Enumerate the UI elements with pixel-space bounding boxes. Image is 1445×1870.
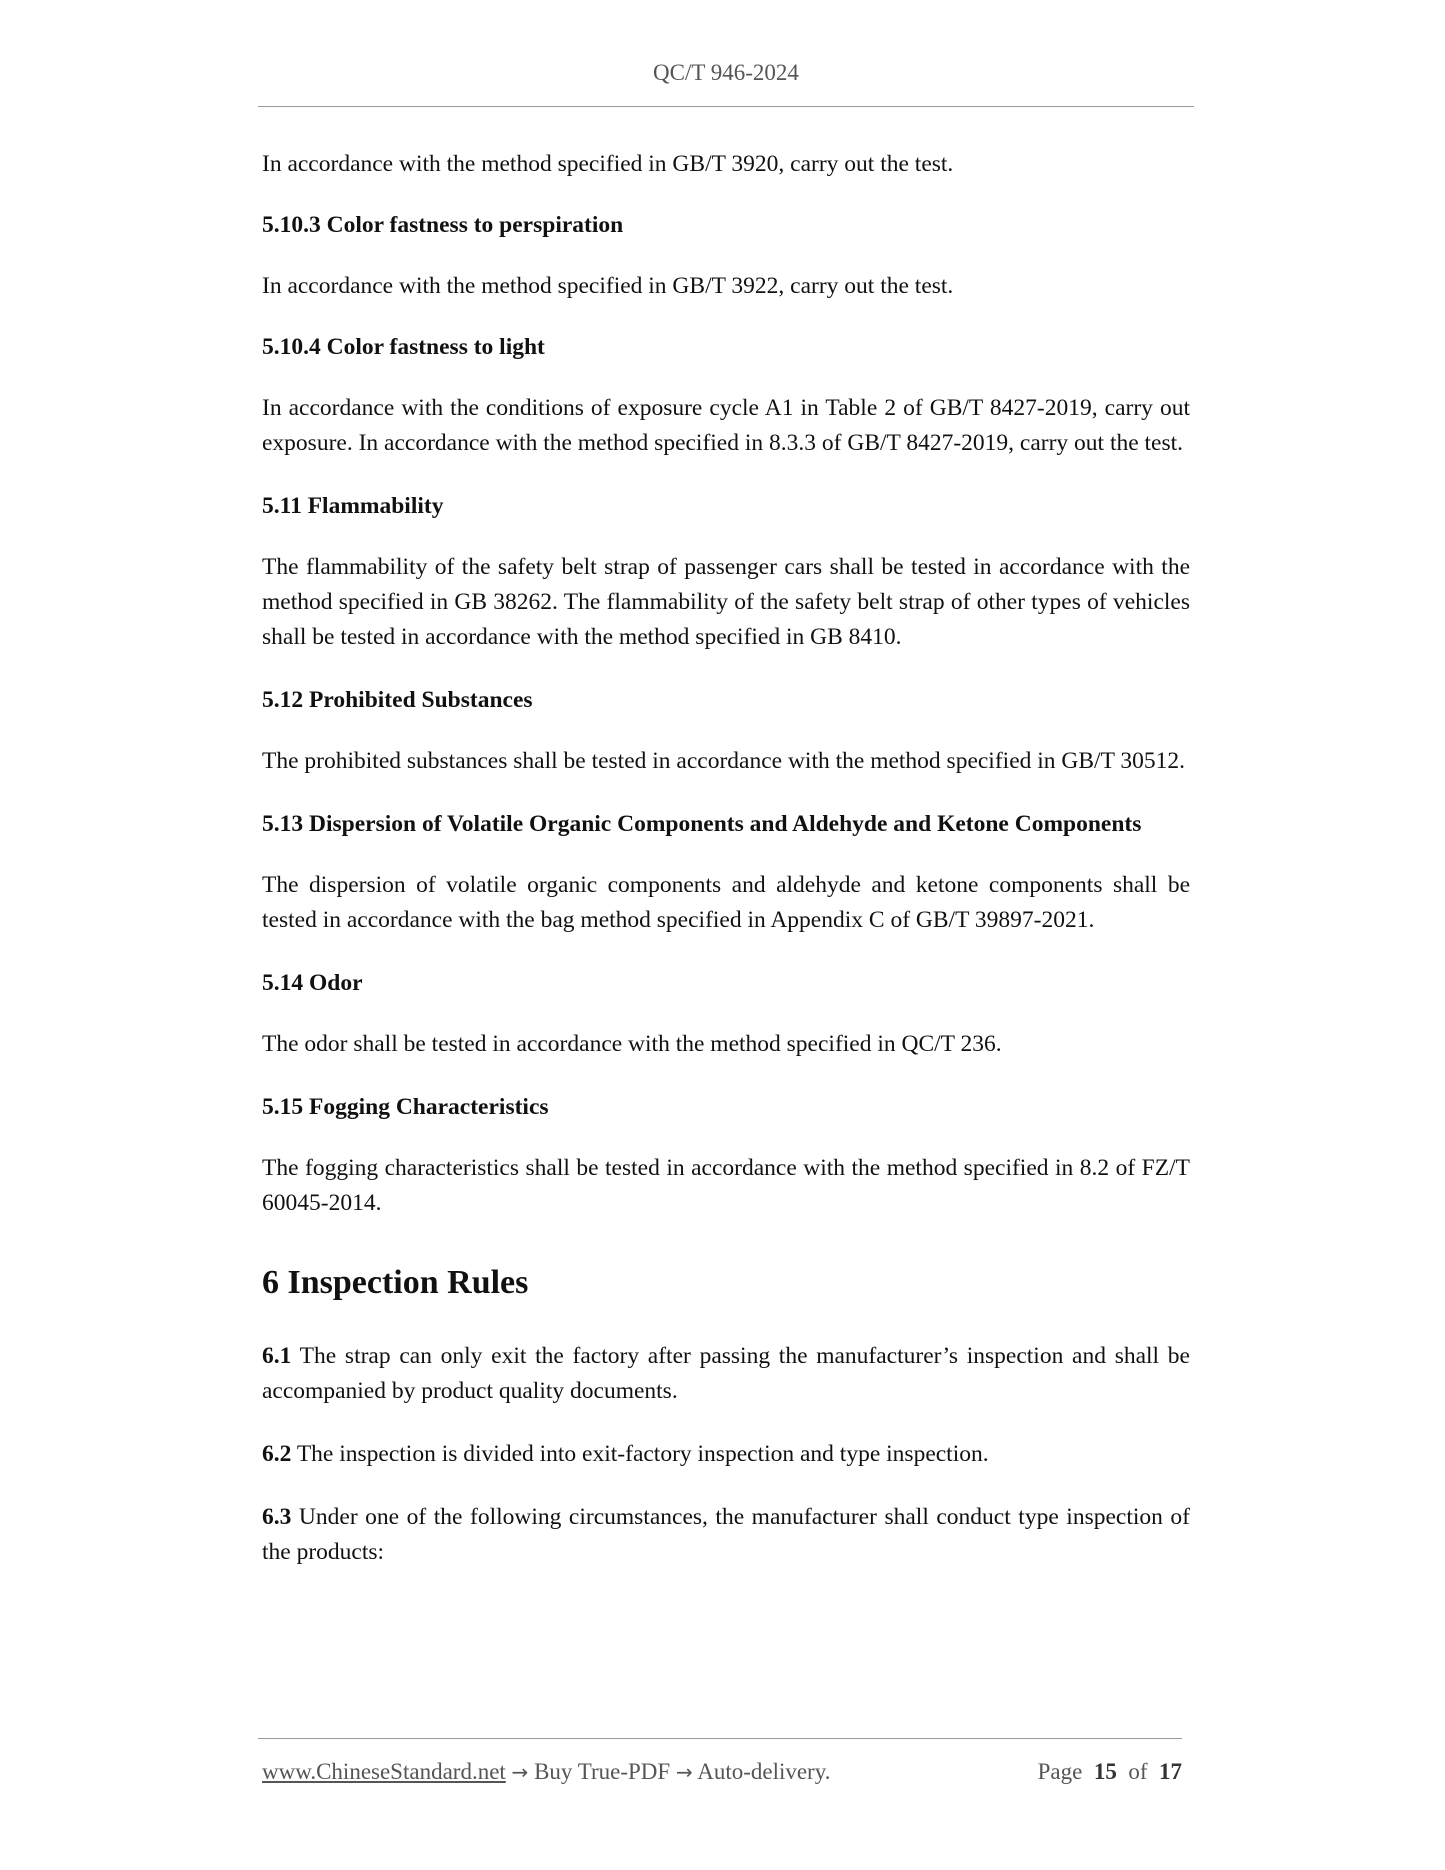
heading-5-10-4: 5.10.4 Color fastness to light [262,334,545,360]
footer-divider [258,1738,1182,1739]
clause-number-6-2: 6.2 [262,1441,292,1467]
page-content [262,147,1190,1570]
arrow-right-icon: → [511,1760,529,1784]
heading-5-10-3: 5.10.3 Color fastness to perspiration [262,212,624,238]
page-label: Page [1037,1759,1083,1784]
paragraph-5-12: The prohibited substances shall be tested in accordance with the method specified in GB/T 30512. [262,748,1186,774]
document-code-header: QC/T 946-2024 [653,60,799,85]
header-divider [258,106,1194,107]
paragraph-5-15: The fogging characteristics shall be tested in accordance with the method specified in 8.2 of FZ/T 60045-2014. [262,1155,1190,1216]
paragraph-5-10-3: In accordance with the method specified in GB/T 3922, carry out the test. [262,273,954,299]
heading-5-12: 5.12 Prohibited Substances [262,687,533,713]
heading-5-15: 5.15 Fogging Characteristics [262,1094,549,1120]
paragraph-6-3 [262,1500,1190,1570]
page-total: 17 [1159,1759,1182,1784]
page-indicator [1038,1759,1182,1785]
clause-number-6-3: 6.3 [262,1504,292,1530]
buy-true-pdf-text: Buy True-PDF [534,1759,671,1784]
paragraph-5-13: The dispersion of volatile organic components and aldehyde and ketone components shall be tested in accordance with the bag method specified in Appendix C of GB/T 39897-2021. [262,872,1190,933]
footer-promo [262,1759,830,1785]
paragraph-5-14: The odor shall be tested in accordance with the method specified in QC/T 236. [262,1031,1002,1057]
clause-number-6-1: 6.1 [262,1343,292,1369]
paragraph-5-11: The flammability of the safety belt strap of passenger cars shall be tested in accordance with the method specified in GB 38262. The flammability of the safety belt strap of other types of vehicles shall be tested in accordance with the method specified in GB 8410. [262,554,1190,650]
heading-5-13: 5.13 Dispersion of Volatile Organic Components and Aldehyde and Ketone Components [262,811,1142,837]
heading-5-14: 5.14 Odor [262,970,363,996]
paragraph-6-2 [262,1437,1190,1472]
clause-text-6-2: The inspection is divided into exit-factory inspection and type inspection. [296,1441,989,1467]
paragraph-gbt-3920: In accordance with the method specified in GB/T 3920, carry out the test. [262,151,954,177]
paragraph-6-1 [262,1339,1190,1409]
clause-text-6-1: The strap can only exit the factory after passing the manufacturer’s inspection and shall be accompanied by product quality documents. [262,1343,1190,1404]
heading-section-6: 6 Inspection Rules [262,1264,529,1301]
auto-delivery-text: Auto-delivery. [697,1759,831,1784]
paragraph-5-10-4: In accordance with the conditions of exposure cycle A1 in Table 2 of GB/T 8427-2019, carry out exposure. In accordance with the method specified in 8.3.3 of GB/T 8427-2019, carry out the test. [262,395,1190,456]
clause-text-6-3: Under one of the following circumstances, the manufacturer shall conduct type inspection of the products: [262,1504,1191,1565]
page-current: 15 [1093,1759,1117,1784]
site-link[interactable]: www.ChineseStandard.net [262,1759,506,1784]
heading-5-11: 5.11 Flammability [262,493,444,519]
page-of-label: of [1128,1759,1148,1784]
arrow-right-icon: → [675,1760,693,1784]
